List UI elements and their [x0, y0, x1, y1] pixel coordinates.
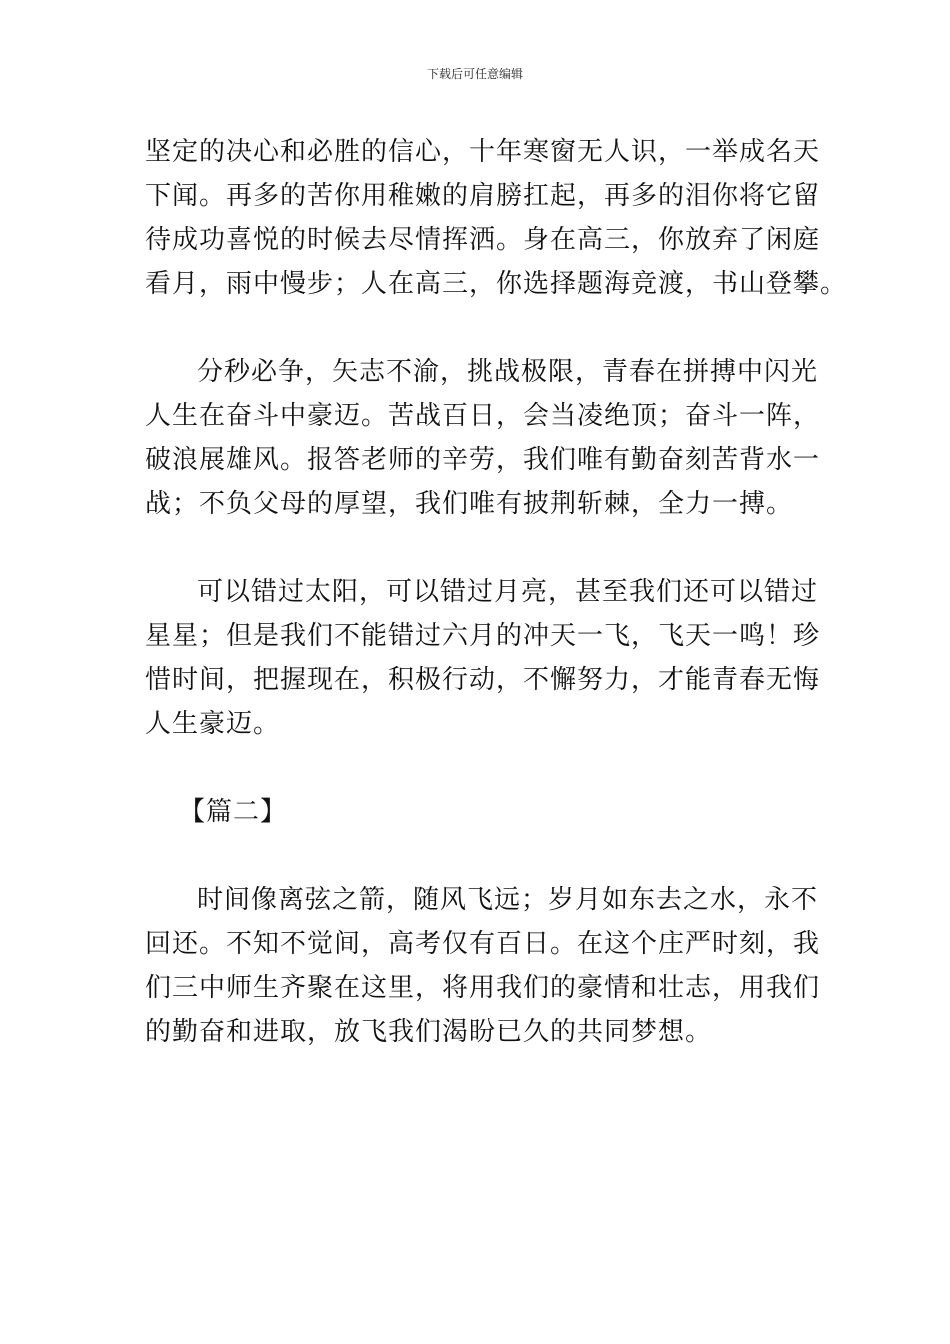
paragraph-line: 下闻。再多的苦你用稚嫩的肩膀扛起，再多的泪你将它留: [145, 181, 821, 211]
paragraph-line: 破浪展雄风。报答老师的辛劳，我们唯有勤奋刻苦背水一: [145, 445, 821, 475]
paragraph-2: [145, 350, 821, 526]
paragraph-line: 星星；但是我们不能错过六月的冲天一飞，飞天一鸣！珍: [145, 621, 821, 651]
paragraph-line: 回还。不知不觉间，高考仅有百日。在这个庄严时刻，我: [145, 929, 821, 959]
paragraph-1: [145, 130, 848, 306]
section-heading: [145, 790, 810, 834]
paragraph-line: 们三中师生齐聚在这里，将用我们的豪情和壮志，用我们: [145, 973, 821, 1003]
paragraph-gap: [145, 306, 810, 350]
paragraph-line: 待成功喜悦的时候去尽情挥洒。身在高三，你放弃了闲庭: [145, 225, 821, 255]
paragraph-line: 时间像离弦之箭，随风飞远；岁月如东去之水，永不: [197, 885, 819, 915]
paragraph-line: 人生在奋斗中豪迈。苦战百日，会当凌绝顶；奋斗一阵，: [145, 401, 821, 431]
paragraph-line: 人生豪迈。: [145, 709, 281, 739]
page-header: 下载后可任意编辑: [426, 67, 523, 81]
section-title: 【篇二】: [179, 797, 288, 827]
document-body: [145, 130, 848, 1054]
paragraph-line: 坚定的决心和必胜的信心，十年寒窗无人识，一举成名天: [145, 137, 821, 167]
paragraph-3: [145, 570, 821, 746]
paragraph-line: 的勤奋和进取，放飞我们渴盼已久的共同梦想。: [145, 1017, 713, 1047]
paragraph-4: [145, 878, 821, 1054]
paragraph-line: 惜时间，把握现在，积极行动，不懈努力，才能青春无悔: [145, 665, 821, 695]
paragraph-line: 看月，雨中慢步；人在高三，你选择题海竞渡，书山登攀。: [145, 269, 848, 299]
paragraph-gap: [145, 746, 810, 790]
paragraph-line: 分秒必争，矢志不渝，挑战极限，青春在拼搏中闪光: [197, 357, 819, 387]
paragraph-gap: [145, 526, 810, 570]
paragraph-line: 可以错过太阳，可以错过月亮，甚至我们还可以错过: [197, 577, 819, 607]
paragraph-gap: [145, 834, 810, 878]
paragraph-line: 战；不负父母的厚望，我们唯有披荆斩棘，全力一搏。: [145, 489, 794, 519]
